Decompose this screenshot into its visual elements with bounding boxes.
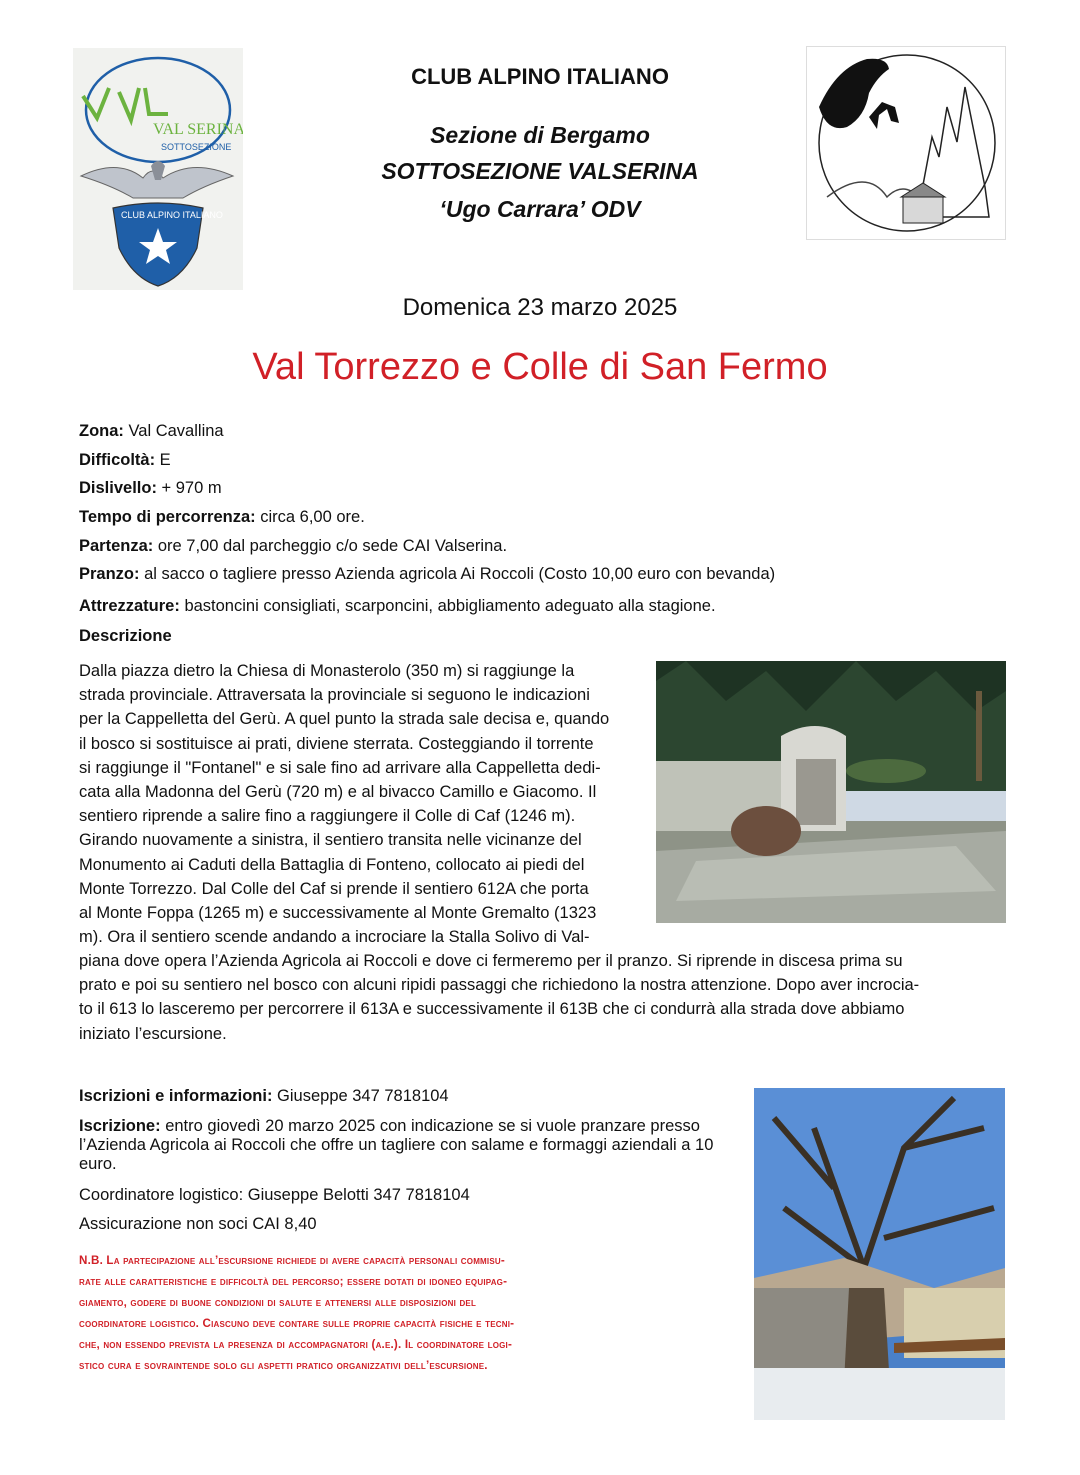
text-line: Monte Torrezzo. Dal Colle del Caf si prende il sentiero 612A che porta [79,879,589,898]
text-line: sentiero riprende a salire fino a raggiungere il Colle di Caf (1246 m). [79,807,576,826]
text-line: N.B. La partecipazione all’escursione richiede di avere capacità personali commisu- [79,1254,505,1267]
text-line: to il 613 lo lasceremo per percorrere il 613A e successivamente il 613B che ci condurrà alla strada dove abbiamo [79,1000,905,1019]
info-tempo: Tempo di percorrenza: circa 6,00 ore. [79,508,365,526]
odv-name: ‘Ugo Carrara’ ODV [439,196,641,222]
text-line: che, non essendo prevista la presenza di accompagnatori (a.e.). Il coordinatore logi- [79,1338,513,1351]
text-line: giamento, godere di buone condizioni di salute e attenersi alle disposizioni del [79,1296,477,1309]
iscrizioni-line: Iscrizioni e informazioni: Giuseppe 347 7818104 [79,1087,449,1105]
event-title: Val Torrezzo e Colle di San Fermo [252,346,828,388]
text-line: il bosco si sostituisce ai prati, diviene sterrata. Costeggiando il torrente [79,734,594,753]
section-name: Sezione di Bergamo [430,122,650,148]
event-date: Domenica 23 marzo 2025 [402,294,678,321]
sottosezione-text: SOTTOSEZIONE [161,142,232,152]
text-line: m). Ora il sentiero scende andando a incrociare la Stalla Solivo di Val- [79,928,590,947]
text-line: per la Cappelletta del Gerù. A quel punto la strada sale decisa e, quando [79,710,610,729]
coordinatore-line: Coordinatore logistico: Giuseppe Belotti 347 7818104 [79,1186,470,1204]
text-line: piana dove opera l’Azienda Agricola ai Roccoli e dove ci fermeremo per il pranzo. Si riprende in discesa prima su [79,952,903,970]
text-line: cata alla Madonna del Gerù (720 m) e al bivacco Camillo e Giacomo. Il [79,783,597,802]
info-pranzo: Pranzo: al sacco o tagliere presso Azienda agricola Ai Roccoli (Costo 10,00 euro con bevanda) [79,565,776,583]
tree-house-photo [754,1088,1005,1420]
info-dislivello: Dislivello: + 970 m [79,479,222,497]
info-difficolta: Difficoltà: E [79,451,171,469]
text-line: rate alle caratteristiche e difficoltà del percorso; essere dotati di idoneo equipag- [79,1275,508,1288]
description-full [79,949,1009,1046]
text-line: prato e poi su sentiero nel bosco con alcuni ripidi passaggi che richiedono la nostra attenzione. Dopo aver incrocia- [79,976,920,995]
info-partenza: Partenza: ore 7,00 dal parcheggio c/o sede CAI Valserina. [79,537,508,555]
text-line: si raggiunge il "Fontanel" e si sale fino ad arrivare alla Cappelletta dedi- [79,758,601,777]
text-line: Girando nuovamente a sinistra, il sentiero transita nelle vicinanze del [79,831,582,850]
description-heading: Descrizione [79,627,172,645]
text-line: iniziato l’escursione. [79,1024,227,1043]
description-wrapped [79,659,654,949]
info-attrezzature: Attrezzature: bastoncini consigliati, scarponcini, abbigliamento adeguato alla stagione. [79,597,716,615]
text-line: coordinatore logistico. Ciascuno deve contare sulle proprie capacità fisiche e tecni- [79,1317,515,1330]
info-zona: Zona: Val Cavallina [79,422,224,440]
text-line: Dalla piazza dietro la Chiesa di Monasterolo (350 m) si raggiunge la [79,662,575,680]
iscrizione-paragraph: Iscrizione: entro giovedì 20 marzo 2025 con indicazione se si vuole pranzare presso l’Azienda Agricola ai Roccoli che offre un tagliere con salame e formaggi aziendali a 10 euro. [79,1117,714,1173]
text-line: strada provinciale. Attraversata la provinciale si seguono le indicazioni [79,686,590,705]
organization-title: CLUB ALPINO ITALIANO [411,64,669,89]
text-line: Monumento ai Caduti della Battaglia di Fonteno, collocato ai piedi del [79,855,585,874]
nb-notice [79,1250,734,1376]
text-line: stico cura e sovraintende solo gli aspetti pratico organizzativi dell’escursione. [79,1359,488,1372]
monument-photo [656,661,1006,923]
valserina-text: VAL SERINA [153,121,243,138]
text-line: al Monte Foppa (1265 m) e successivamente al Monte Gremalto (1323 [79,904,597,923]
cai-text: CLUB ALPINO ITALIANO [121,210,223,220]
assicurazione-line: Assicurazione non soci CAI 8,40 [79,1215,317,1233]
subsection-name: SOTTOSEZIONE VALSERINA [381,158,699,184]
